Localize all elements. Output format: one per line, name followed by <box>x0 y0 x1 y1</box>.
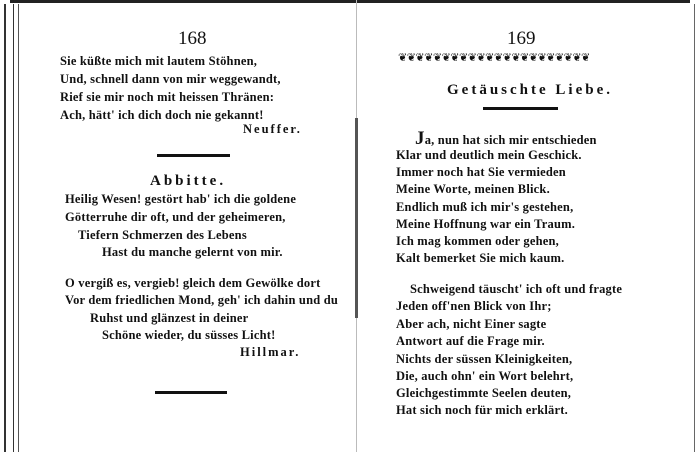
poem-line: Und, schnell dann von mir weggewandt, <box>60 72 281 86</box>
poem-line: Die, auch ohn' ein Wort belehrt, <box>396 369 574 383</box>
poem-line-text: a, nun hat sich mir entschieden <box>424 133 597 147</box>
drop-cap: J <box>415 128 425 149</box>
poem-title: Abbitte. <box>150 173 227 189</box>
poem-line: Klar und deutlich mein Geschick. <box>396 148 582 162</box>
poem-line: O vergiß es, vergieb! gleich dem Gewölke dort <box>65 276 321 290</box>
poem-line: Hast du manche gelernt von mir. <box>102 245 283 259</box>
poem-author: Hillmar. <box>240 345 301 359</box>
poem-line: Ich mag kommen oder gehen, <box>396 234 559 248</box>
poem-line: Antwort auf die Frage mir. <box>396 334 545 348</box>
poem-line: Kalt bemerket Sie mich kaum. <box>396 251 565 265</box>
poem-line: Immer noch hat Sie vermieden <box>396 165 566 179</box>
poem-line: Sie küßte mich mit lautem Stöhnen, <box>60 54 258 68</box>
poem-line: Meine Worte, meinen Blick. <box>396 182 550 196</box>
poem-line: Aber ach, nicht Einer sagte <box>396 317 547 331</box>
poem-line: Tiefern Schmerzen des Lebens <box>78 228 247 242</box>
poem-line: Nichts der süssen Kleinigkeiten, <box>396 352 573 366</box>
poem-line: Heilig Wesen! gestört hab' ich die goldene <box>65 192 297 206</box>
poem-line: Hat sich noch für mich erklärt. <box>396 403 568 417</box>
poem-line: Gleichgestimmte Seelen deuten, <box>396 386 572 400</box>
section-divider <box>157 154 230 157</box>
poem-line: Rief sie mir noch mit heissen Thränen: <box>60 90 275 104</box>
decorative-ornament-border: ❦❦❦❦❦❦❦❦❦❦❦❦❦❦❦❦❦❦❦❦❦❦ <box>398 52 590 64</box>
poem-line: Ruhst und glänzest in deiner <box>90 311 249 325</box>
poem-line: Vor dem friedlichen Mond, geh' ich dahin und du <box>65 293 339 307</box>
poem-line: Schweigend täuscht' ich oft und fragte <box>410 282 623 296</box>
page-number: 168 <box>178 28 207 49</box>
poem-line: Schöne wieder, du süsses Licht! <box>102 328 276 342</box>
poem-title: Getäuschte Liebe. <box>447 82 613 98</box>
poem-author: Neuffer. <box>243 122 302 136</box>
section-divider <box>155 391 227 394</box>
poem-line: Ach, hätt' ich dich doch nie gekannt! <box>60 108 264 122</box>
page-number: 169 <box>507 28 536 49</box>
poem-line: Götterruhe dir oft, und der geheimeren, <box>65 210 286 224</box>
poem-line: Meine Hoffnung war ein Traum. <box>396 217 576 231</box>
title-underline <box>483 107 558 110</box>
poem-line: Endlich muß ich mir's gestehen, <box>396 200 574 214</box>
poem-line <box>415 128 597 150</box>
poem-line: Jeden off'nen Blick von Ihr; <box>396 299 552 313</box>
